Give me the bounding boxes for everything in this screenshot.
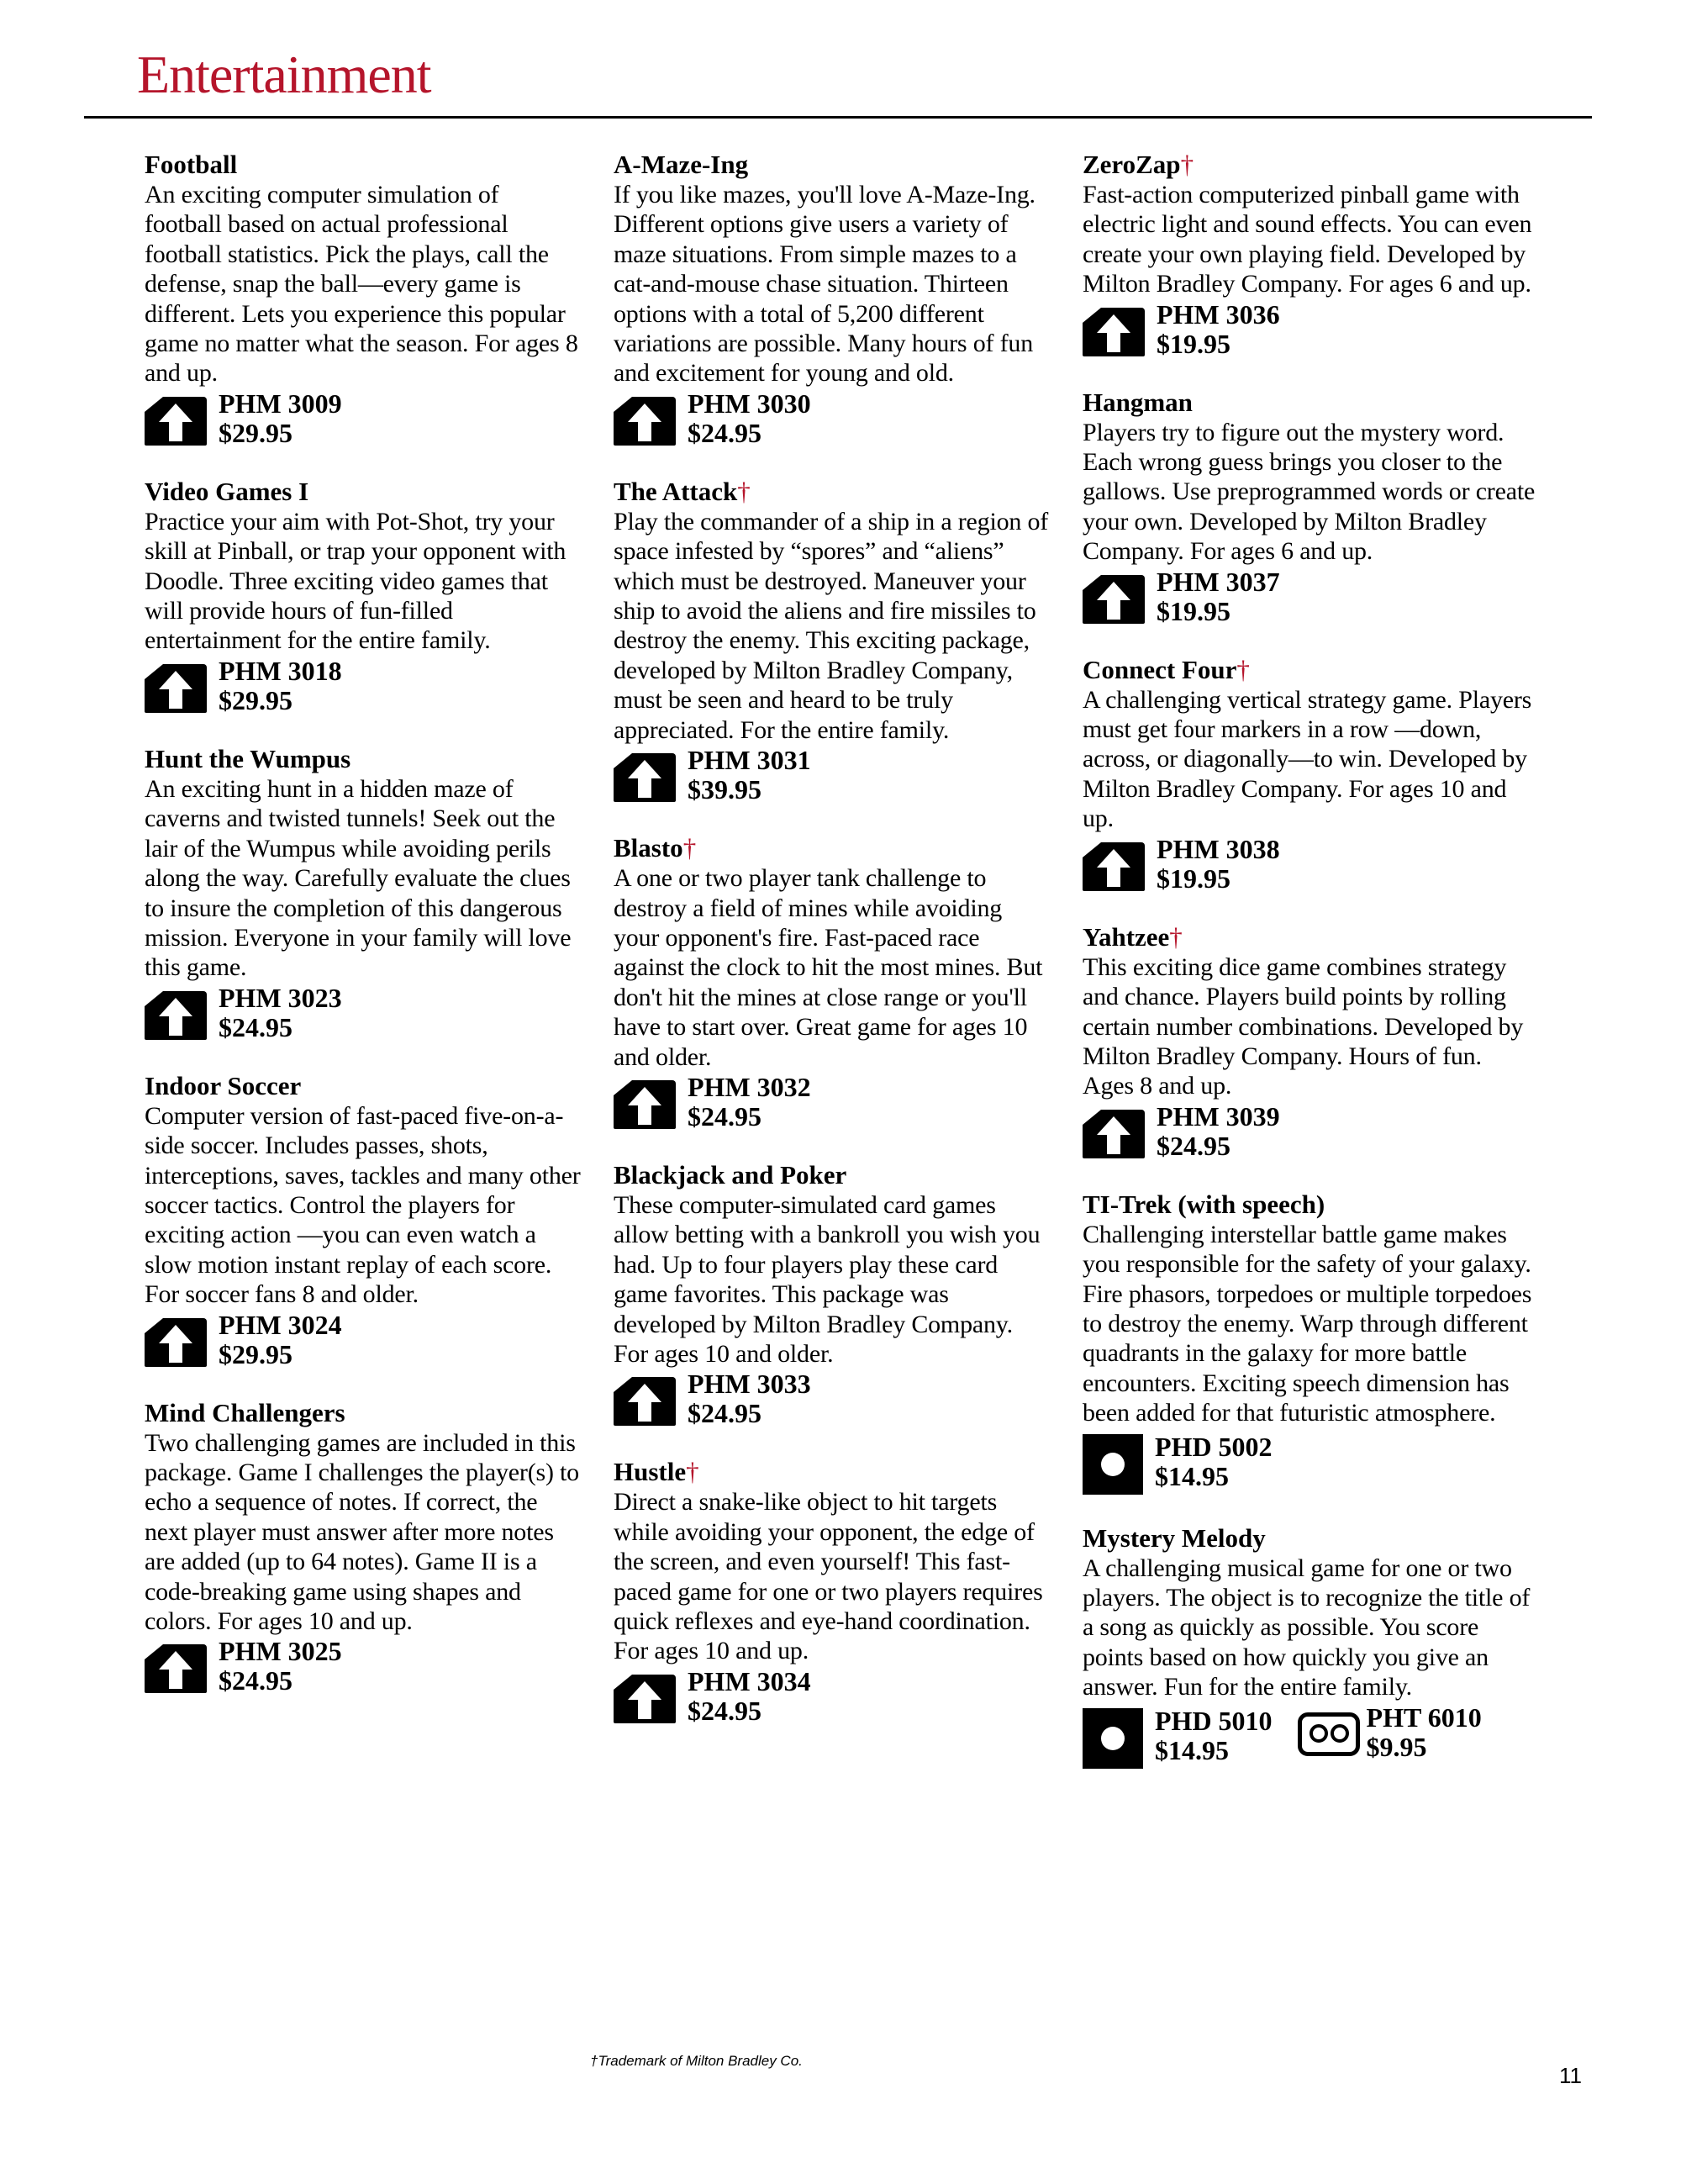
product-title [614, 477, 1051, 507]
product-code-block [614, 1667, 811, 1726]
product-entry [614, 833, 1051, 1132]
module-icon [614, 1080, 676, 1129]
trademark-dagger: † [1169, 921, 1183, 952]
product-price: $24.95 [688, 1100, 761, 1132]
module-icon [145, 397, 207, 446]
product-code-block [614, 746, 811, 804]
disk-icon [1083, 1708, 1143, 1769]
arrow-head [628, 404, 661, 422]
trademark-dagger: † [737, 476, 751, 506]
product-price: $14.95 [1155, 1734, 1229, 1765]
product-name: Blackjack and Poker [614, 1159, 847, 1190]
product-entry [614, 1160, 1051, 1428]
product-entry [1083, 922, 1536, 1161]
product-entry [614, 477, 1051, 804]
product-title [1083, 922, 1536, 952]
product-code-block [1083, 1102, 1280, 1161]
product-entry [145, 744, 582, 1042]
product-description: This exciting dice game combines strategy and chance. Players build points by rolling certain number combinations. Developed by Milton Bradley Company. Hours of fun. Ages 8 and up. [1083, 952, 1524, 1100]
arrow-shaft [169, 688, 182, 709]
product-description: If you like mazes, you'll love A-Maze-Ing. Different options give users a variety of maze situations. From simple mazes to a cat-and-mouse chase situation. Thirteen options with a total of 5,200 different variations are possible. Many hours of fun and excitement for young and old. [614, 181, 1035, 388]
product-entry [614, 150, 1051, 448]
code-and-price [1155, 1707, 1273, 1765]
arrow-head [628, 1384, 661, 1402]
product-codes [145, 657, 582, 715]
arrow-head [159, 1325, 192, 1343]
product-code: PHM 3030 [688, 388, 811, 419]
product-codes [614, 1073, 1051, 1132]
product-price: $24.95 [688, 417, 761, 448]
product-title [1083, 1190, 1536, 1220]
product-entry [1083, 150, 1536, 359]
module-icon [1083, 842, 1145, 891]
product-code-block [1083, 567, 1280, 626]
module-icon [614, 753, 676, 802]
arrow-shaft [638, 1105, 651, 1125]
product-entry [1083, 1523, 1536, 1769]
page-number: 11 [1559, 2063, 1582, 2088]
module-icon [1083, 308, 1145, 356]
product-entry [145, 150, 582, 448]
product-name: Hunt the Wumpus [145, 743, 351, 773]
product-codes [614, 389, 1051, 448]
module-icon [145, 1318, 207, 1367]
code-and-price [688, 746, 811, 804]
product-code: PHM 3038 [1157, 833, 1280, 864]
product-name: Mystery Melody [1083, 1522, 1266, 1553]
product-name: Blasto [614, 833, 683, 863]
product-code-block [614, 389, 811, 448]
product-description: Players try to figure out the mystery word. Each wrong guess brings you closer to the gallows. Use preprogrammed words or create your own. Developed by Milton Bradley Company. For ages 6 and up. [1083, 418, 1536, 566]
product-description: An exciting hunt in a hidden maze of caverns and twisted tunnels! Seek out the lair of the Wumpus while avoiding perils along the way. Carefully evaluate the clues to insure the completion of this dangerous mission. Everyone in your family will love this game. [145, 774, 572, 982]
product-name: The Attack [614, 476, 738, 506]
arrow-shaft [169, 1669, 182, 1689]
arrow-head [1097, 314, 1130, 333]
product-codes [1083, 567, 1536, 626]
code-and-price [1367, 1703, 1482, 1762]
product-code-block [1083, 300, 1280, 359]
product-code-block [1083, 1703, 1273, 1769]
product-description: A challenging musical game for one or two players. The object is to recognize the title of a song as quickly as possible. You score points based on how quickly you give an answer. Fun for the entire family. [1083, 1554, 1531, 1701]
product-code: PHM 3033 [688, 1369, 811, 1400]
product-code: PHM 3037 [1157, 566, 1280, 597]
product-entry [1083, 1190, 1536, 1495]
product-code: PHD 5002 [1155, 1431, 1273, 1462]
product-code-block [145, 1311, 342, 1369]
module-icon [145, 1644, 207, 1693]
product-title [614, 150, 1051, 180]
code-and-price [219, 657, 342, 715]
product-price: $14.95 [1155, 1460, 1229, 1491]
product-code: PHM 3025 [219, 1636, 342, 1667]
product-codes [1083, 300, 1536, 359]
product-name: Mind Challengers [145, 1397, 345, 1427]
product-name: Video Games I [145, 476, 309, 506]
module-icon [614, 1675, 676, 1723]
code-and-price [688, 1369, 811, 1428]
arrow-shaft [638, 778, 651, 798]
product-price: $24.95 [688, 1398, 761, 1429]
product-codes [614, 746, 1051, 804]
product-codes [1083, 835, 1536, 894]
product-description: A challenging vertical strategy game. Players must get four markers in a row —down, across, or diagonally—to win. Developed by Milton Bradley Company. For ages 10 and up. [1083, 685, 1532, 833]
trademark-dagger: † [1180, 150, 1194, 179]
product-price: $24.95 [219, 1665, 292, 1696]
module-icon [145, 664, 207, 713]
cassette-reel [1309, 1724, 1328, 1743]
product-name: Yahtzee [1083, 921, 1170, 952]
product-code-block [1083, 1429, 1273, 1495]
product-codes [1083, 1429, 1536, 1495]
product-title [614, 1457, 1051, 1487]
product-price: $24.95 [219, 1011, 292, 1042]
arrow-shaft [638, 421, 651, 441]
product-name: Hangman [1083, 387, 1193, 417]
product-code-block [145, 1637, 342, 1696]
product-title [1083, 388, 1536, 418]
product-code-block [614, 1073, 811, 1132]
product-title [1083, 655, 1536, 685]
product-code: PHM 3023 [219, 982, 342, 1013]
product-price: $39.95 [688, 774, 761, 805]
product-entry [145, 1398, 582, 1696]
product-description: An exciting computer simulation of football based on actual professional football statistics. Pick the plays, call the defense, snap the ball—every game is different. Lets you experience this popular game no matter what the season. For ages 8 and up. [145, 181, 578, 388]
code-and-price [688, 1667, 811, 1726]
disk-hole [1101, 1727, 1125, 1750]
disk-hole [1101, 1453, 1125, 1476]
product-description: Computer version of fast-paced five-on-a-side soccer. Includes passes, shots, interceptions, saves, tackles and many other soccer tactics. Control the players for exciting action —you can even watch a slow motion instant replay of each score. For soccer fans 8 and older. [145, 1101, 581, 1309]
arrow-head [628, 1087, 661, 1105]
code-and-price [1157, 300, 1280, 359]
code-and-price [1157, 835, 1280, 894]
product-name: Connect Four [1083, 654, 1237, 684]
arrow-head [1097, 849, 1130, 868]
product-codes [614, 1369, 1051, 1428]
code-and-price [219, 1637, 342, 1696]
arrow-shaft [1107, 599, 1120, 620]
column-3 [1083, 150, 1536, 1797]
arrow-shaft [1107, 1134, 1120, 1154]
product-code: PHM 3031 [688, 745, 811, 776]
column-1 [145, 150, 582, 1724]
arrow-head [159, 998, 192, 1016]
product-code: PHM 3039 [1157, 1100, 1280, 1132]
product-codes [145, 1311, 582, 1369]
product-name: Hustle [614, 1457, 687, 1487]
product-description: Fast-action computerized pinball game with electric light and sound effects. You can even create your own playing field. Developed by Milton Bradley Company. For ages 6 and up. [1083, 181, 1532, 298]
product-entry [1083, 388, 1536, 626]
trademark-dagger: † [682, 833, 697, 863]
product-description: Practice your aim with Pot-Shot, try your skill at Pinball, or trap your opponent with Doodle. Three exciting video games that will provide hours of fun-filled entertainment for the entire family. [145, 507, 566, 655]
product-price: $9.95 [1366, 1731, 1427, 1762]
product-name: ZeroZap [1083, 150, 1181, 179]
product-price: $29.95 [219, 1338, 292, 1369]
product-code-block [145, 657, 342, 715]
code-and-price [688, 1073, 811, 1132]
product-price: $19.95 [1157, 595, 1230, 626]
code-and-price [219, 1311, 342, 1369]
product-description: Direct a snake-like object to hit targets while avoiding your opponent, the edge of the screen, and even yourself! This fast-paced game for one or two players requires quick reflexes and eye-hand coordination. For ages 10 and up. [614, 1488, 1043, 1665]
product-code: PHD 5010 [1155, 1705, 1273, 1736]
product-name: A-Maze-Ing [614, 150, 749, 179]
product-description: A one or two player tank challenge to destroy a field of mines while avoiding your opponent's fire. Fast-paced race against the clock to hit the most mines. But don't hit the mines at close range or you'll have to start over. Great game for ages 10 and older. [614, 864, 1043, 1071]
product-name: Football [145, 150, 238, 179]
product-code-block [1298, 1703, 1482, 1762]
arrow-shaft [169, 1016, 182, 1036]
product-code: PHM 3024 [219, 1309, 342, 1340]
code-and-price [219, 984, 342, 1042]
disk-icon [1083, 1434, 1143, 1495]
product-code: PHM 3032 [688, 1071, 811, 1102]
product-price: $19.95 [1157, 328, 1230, 359]
product-codes [1083, 1703, 1536, 1769]
header-rule [84, 116, 1592, 119]
code-and-price [688, 389, 811, 448]
product-code-block [145, 389, 342, 448]
product-entry [145, 1071, 582, 1369]
product-price: $29.95 [219, 684, 292, 715]
product-codes [614, 1667, 1051, 1726]
trademark-footnote: †Trademark of Milton Bradley Co. [590, 2053, 803, 2069]
code-and-price [1157, 1102, 1280, 1161]
product-description: Challenging interstellar battle game makes you responsible for the safety of your galaxy. Fire phasors, torpedoes or multiple torpedoes to destroy the enemy. Warp through different quadrants in the galaxy for more battle encounters. Exciting speech dimension has been added for that futuristic atmosphere. [1083, 1220, 1532, 1427]
module-icon [1083, 1110, 1145, 1158]
product-title [1083, 150, 1536, 180]
module-icon [614, 1377, 676, 1426]
product-entry [1083, 655, 1536, 894]
product-code-block [145, 984, 342, 1042]
cassette-reel [1331, 1724, 1349, 1743]
product-price: $19.95 [1157, 863, 1230, 894]
product-price: $29.95 [219, 417, 292, 448]
product-codes [145, 1637, 582, 1696]
product-title [614, 1160, 1051, 1190]
arrow-shaft [1107, 867, 1120, 887]
arrow-shaft [169, 1343, 182, 1363]
product-description: These computer-simulated card games allow betting with a bankroll you wish you had. Up to four players play these card game favorites. This package was developed by Milton Bradley Company. For ages 10 and older. [614, 1190, 1041, 1368]
code-and-price [1155, 1432, 1273, 1491]
product-title [145, 150, 582, 180]
product-code: PHT 6010 [1366, 1701, 1482, 1733]
trademark-dagger: † [1236, 654, 1250, 684]
arrow-head [628, 1681, 661, 1700]
product-code: PHM 3034 [688, 1665, 811, 1696]
code-and-price [1157, 567, 1280, 626]
arrow-head [159, 404, 192, 422]
product-name: Indoor Soccer [145, 1070, 302, 1100]
column-2 [614, 150, 1051, 1754]
product-title [614, 833, 1051, 863]
module-icon [614, 397, 676, 446]
product-code: PHM 3036 [1157, 298, 1280, 330]
arrow-shaft [638, 1699, 651, 1719]
product-code-block [1083, 835, 1280, 894]
product-description: Two challenging games are included in this package. Game I challenges the player(s) to echo a sequence of notes. If correct, the next player must answer after more notes are added (up to 64 notes). Game II is a code-breaking game using shapes and colors. For ages 10 and up. [145, 1428, 579, 1635]
arrow-shaft [1107, 332, 1120, 352]
module-icon [145, 991, 207, 1040]
product-title [145, 1071, 582, 1101]
arrow-head [159, 671, 192, 689]
arrow-shaft [169, 421, 182, 441]
product-code-block [614, 1369, 811, 1428]
arrow-head [1097, 582, 1130, 600]
product-description: Play the commander of a ship in a region of space infested by “spores” and “aliens” which must be destroyed. Maneuver your ship to avoid the aliens and fire missiles to destroy the enemy. This exciting package, developed by Milton Bradley Company, must be seen and heard to be truly appreciated. For the entire family. [614, 507, 1049, 744]
product-price: $24.95 [1157, 1130, 1230, 1161]
arrow-shaft [638, 1401, 651, 1422]
arrow-head [159, 1651, 192, 1670]
product-codes [145, 984, 582, 1042]
arrow-head [628, 760, 661, 778]
module-icon [1083, 575, 1145, 624]
trademark-dagger: † [686, 1457, 699, 1487]
product-codes [1083, 1102, 1536, 1161]
page-title: Entertainment [137, 45, 431, 104]
product-name: TI-Trek (with speech) [1083, 1189, 1325, 1219]
arrow-head [1097, 1116, 1130, 1135]
product-code: PHM 3018 [219, 655, 342, 686]
product-title [145, 744, 582, 774]
product-price: $24.95 [688, 1695, 761, 1726]
product-title [145, 1398, 582, 1428]
product-title [1083, 1523, 1536, 1554]
product-code: PHM 3009 [219, 388, 342, 419]
product-codes [145, 389, 582, 448]
code-and-price [219, 389, 342, 448]
product-entry [614, 1457, 1051, 1725]
product-entry [145, 477, 582, 715]
product-title [145, 477, 582, 507]
cassette-icon [1298, 1712, 1360, 1756]
